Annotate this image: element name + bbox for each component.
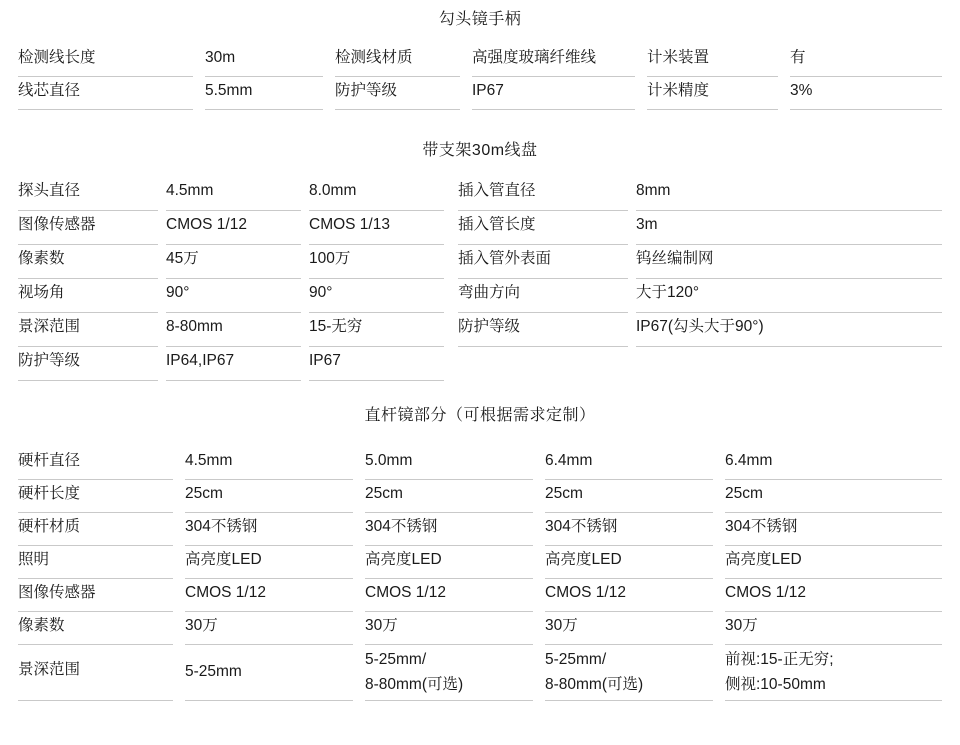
spacer: [158, 245, 166, 279]
table-row: [0, 77, 960, 110]
cell-value: 25cm: [545, 480, 713, 513]
spacer: [173, 447, 185, 480]
spacer: [353, 612, 365, 645]
spacer: [942, 279, 960, 313]
cell-label: 防护等级: [335, 77, 460, 110]
spacer: [713, 546, 725, 579]
cell-value: 有: [790, 44, 942, 77]
cell-value: 45万: [166, 245, 301, 279]
spacer: [323, 44, 335, 77]
cell-value: IP67: [309, 347, 444, 381]
cell-value: 25cm: [725, 480, 942, 513]
cell-label: 防护等级: [18, 347, 158, 381]
cell-value: 30万: [725, 612, 942, 645]
spacer: [0, 645, 18, 701]
spacer: [0, 211, 18, 245]
spacer: [173, 645, 185, 701]
spacer: [533, 480, 545, 513]
spacer: [942, 612, 960, 645]
spacer: [942, 645, 960, 701]
cell-value: IP67: [472, 77, 635, 110]
cell-value: IP64,IP67: [166, 347, 301, 381]
spacer: [0, 44, 18, 77]
cell-value: 钨丝编制网: [636, 245, 942, 279]
cell-value: 90°: [309, 279, 444, 313]
spacer: [173, 480, 185, 513]
spacer: [460, 44, 472, 77]
spacer: [193, 44, 205, 77]
spacer: [942, 44, 960, 77]
section-title-handle: 勾头镜手柄: [438, 11, 522, 28]
cell-value: CMOS 1/13: [309, 211, 444, 245]
cell-label: 插入管直径: [458, 177, 628, 211]
spacer: [460, 77, 472, 110]
spacer: [0, 513, 18, 546]
table-row: [0, 313, 960, 347]
cell-label: 硬杆材质: [18, 513, 173, 546]
spacer: [444, 245, 458, 279]
table-reel: [0, 177, 960, 381]
cell-value: CMOS 1/12: [545, 579, 713, 612]
spacer: [533, 447, 545, 480]
cell-value: 6.4mm: [545, 447, 713, 480]
cell-empty: [636, 347, 942, 381]
table-row-depth: [0, 645, 960, 701]
cell-label: 硬杆长度: [18, 480, 173, 513]
spacer: [533, 579, 545, 612]
table-row: [0, 44, 960, 77]
cell-value: 30万: [185, 612, 353, 645]
table-row: [0, 279, 960, 313]
cell-value: 5-25mm/ 8-80mm(可选): [365, 645, 533, 701]
spacer: [778, 77, 790, 110]
table-row: [0, 211, 960, 245]
table-rigid-rod: [0, 447, 960, 701]
cell-value: 8.0mm: [309, 177, 444, 211]
cell-value: 4.5mm: [166, 177, 301, 211]
cell-label: 防护等级: [458, 313, 628, 347]
section-handle: [0, 0, 960, 110]
section-title-rigid-rod: 直杆镜部分（可根据需求定制）: [364, 407, 596, 424]
table-row: [0, 347, 960, 381]
cell-value: 304不锈钢: [365, 513, 533, 546]
spacer: [353, 579, 365, 612]
table-row: [0, 245, 960, 279]
spacer: [0, 313, 18, 347]
spacer: [301, 211, 309, 245]
spacer: [533, 645, 545, 701]
spacer: [158, 279, 166, 313]
spacer: [713, 447, 725, 480]
cell-value: 8-80mm: [166, 313, 301, 347]
spacer: [713, 645, 725, 701]
cell-value: 高亮度LED: [365, 546, 533, 579]
spacer: [0, 546, 18, 579]
table-row: [0, 546, 960, 579]
cell-value: 高强度玻璃纤维线: [472, 44, 635, 77]
spacer: [0, 245, 18, 279]
spacer: [942, 546, 960, 579]
spacer: [0, 77, 18, 110]
spacer: [301, 177, 309, 211]
section-title-reel: 带支架30m线盘: [422, 142, 538, 159]
spacer: [173, 513, 185, 546]
spacer: [635, 44, 647, 77]
table-row: [0, 513, 960, 546]
cell-value: 30m: [205, 44, 323, 77]
spacer: [713, 480, 725, 513]
cell-value: 大于120°: [636, 279, 942, 313]
cell-value: 5.0mm: [365, 447, 533, 480]
spacer: [444, 347, 458, 381]
cell-value: CMOS 1/12: [365, 579, 533, 612]
cell-value: 304不锈钢: [725, 513, 942, 546]
table-row: [0, 447, 960, 480]
spacer: [444, 313, 458, 347]
cell-label: 插入管外表面: [458, 245, 628, 279]
cell-label: 插入管长度: [458, 211, 628, 245]
table-row: [0, 480, 960, 513]
spacer: [942, 513, 960, 546]
spacer: [628, 313, 636, 347]
spacer: [0, 612, 18, 645]
spacer: [173, 579, 185, 612]
cell-label: 照明: [18, 546, 173, 579]
cell-label: 检测线长度: [18, 44, 193, 77]
spacer: [778, 44, 790, 77]
cell-value: 15-无穷: [309, 313, 444, 347]
cell-label: 景深范围: [18, 313, 158, 347]
spacer: [301, 279, 309, 313]
cell-value: CMOS 1/12: [725, 579, 942, 612]
spacer: [0, 447, 18, 480]
cell-value: 6.4mm: [725, 447, 942, 480]
spacer: [533, 546, 545, 579]
spacer: [158, 313, 166, 347]
spacer: [942, 313, 960, 347]
spacer: [353, 480, 365, 513]
cell-value: 304不锈钢: [545, 513, 713, 546]
cell-value: 100万: [309, 245, 444, 279]
cell-value: 25cm: [185, 480, 353, 513]
spacer: [0, 177, 18, 211]
spacer: [353, 546, 365, 579]
cell-value: 30万: [365, 612, 533, 645]
spacer: [628, 211, 636, 245]
cell-value: 5-25mm/ 8-80mm(可选): [545, 645, 713, 701]
spacer: [173, 612, 185, 645]
spacer: [628, 177, 636, 211]
spacer: [353, 447, 365, 480]
spacer: [713, 579, 725, 612]
cell-value: 3m: [636, 211, 942, 245]
cell-value: 90°: [166, 279, 301, 313]
cell-label: 视场角: [18, 279, 158, 313]
spacer: [533, 612, 545, 645]
spacer: [533, 513, 545, 546]
spacer: [628, 279, 636, 313]
spacer: [158, 177, 166, 211]
cell-label: 像素数: [18, 612, 173, 645]
spacer: [942, 77, 960, 110]
cell-value: CMOS 1/12: [166, 211, 301, 245]
spacer: [301, 347, 309, 381]
table-row: [0, 612, 960, 645]
cell-value: 25cm: [365, 480, 533, 513]
spacer: [173, 546, 185, 579]
section-rigid-rod: [0, 402, 960, 701]
cell-value: 30万: [545, 612, 713, 645]
cell-value: 5.5mm: [205, 77, 323, 110]
spacer: [323, 77, 335, 110]
cell-value: IP67(勾头大于90°): [636, 313, 942, 347]
spacer: [158, 211, 166, 245]
spacer: [713, 513, 725, 546]
spacer: [0, 347, 18, 381]
cell-value: 高亮度LED: [725, 546, 942, 579]
cell-value: 3%: [790, 77, 942, 110]
table-handle: [0, 44, 960, 110]
cell-label: 图像传感器: [18, 579, 173, 612]
cell-label: 探头直径: [18, 177, 158, 211]
spacer: [713, 612, 725, 645]
spacer: [942, 177, 960, 211]
spacer: [353, 645, 365, 701]
spacer: [444, 177, 458, 211]
spacer: [444, 211, 458, 245]
section-reel: [0, 137, 960, 381]
cell-value: 4.5mm: [185, 447, 353, 480]
spacer: [193, 77, 205, 110]
cell-label: 景深范围: [18, 645, 173, 701]
spacer: [635, 77, 647, 110]
cell-label: 硬杆直径: [18, 447, 173, 480]
cell-label: 计米精度: [647, 77, 778, 110]
cell-label: 弯曲方向: [458, 279, 628, 313]
spacer: [444, 279, 458, 313]
spacer: [301, 245, 309, 279]
cell-value: 8mm: [636, 177, 942, 211]
spacer: [942, 347, 960, 381]
spacer: [942, 245, 960, 279]
cell-label: 计米装置: [647, 44, 778, 77]
cell-value: CMOS 1/12: [185, 579, 353, 612]
cell-value: 高亮度LED: [185, 546, 353, 579]
cell-label: 检测线材质: [335, 44, 460, 77]
spacer: [301, 313, 309, 347]
spacer: [0, 279, 18, 313]
spacer: [628, 245, 636, 279]
spacer: [942, 480, 960, 513]
spacer: [0, 579, 18, 612]
spacer: [942, 211, 960, 245]
cell-label: 线芯直径: [18, 77, 193, 110]
cell-value: 高亮度LED: [545, 546, 713, 579]
cell-value: 5-25mm: [185, 645, 353, 701]
table-row: [0, 177, 960, 211]
cell-value: 304不锈钢: [185, 513, 353, 546]
cell-value: 前视:15-正无穷; 侧视:10-50mm: [725, 645, 942, 701]
cell-label: 图像传感器: [18, 211, 158, 245]
spacer: [353, 513, 365, 546]
spacer: [628, 347, 636, 381]
spacer: [942, 447, 960, 480]
spacer: [942, 579, 960, 612]
spacer: [0, 480, 18, 513]
table-row: [0, 579, 960, 612]
spacer: [158, 347, 166, 381]
cell-label: 像素数: [18, 245, 158, 279]
cell-empty: [458, 347, 628, 381]
